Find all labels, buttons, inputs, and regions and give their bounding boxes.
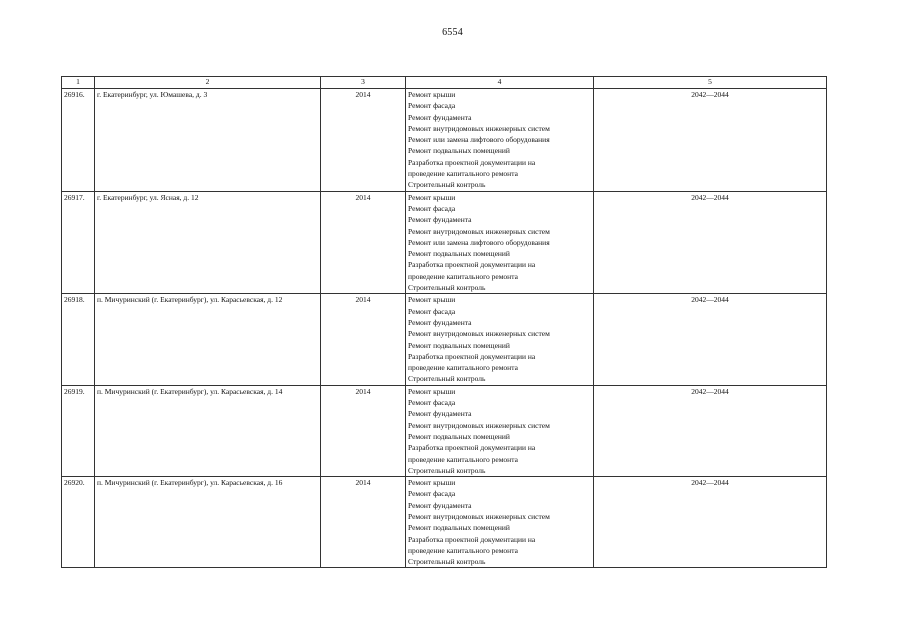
table-row [62,89,827,192]
address-cell [95,89,321,192]
work-item: Ремонт фасада [408,489,456,499]
work-item: Ремонт внутридомовых инженерных систем [408,511,550,521]
work-item: проведение капитального ремонта [408,454,518,464]
work-item: Ремонт крыши [408,478,456,488]
address-cell [95,385,321,476]
work-item: Ремонт крыши [408,192,456,202]
year-cell: 2014 [321,191,406,294]
work-item: Строительный контроль [408,374,486,384]
row-number-cell: 26919. [62,385,95,476]
work-item: Ремонт подвальных помещений [408,146,510,156]
address-text: п. Мичуринский (г. Екатеринбург), ул. Карасьевская, д. 16 [97,478,283,488]
work-item: Ремонт фасада [408,398,456,408]
row-number-cell: 26920. [62,477,95,568]
column-header-3: 3 [321,77,406,89]
column-header-2: 2 [95,77,321,89]
address-cell [95,294,321,385]
address-text: п. Мичуринский (г. Екатеринбург), ул. Карасьевская, д. 14 [97,386,283,396]
work-item: Ремонт внутридомовых инженерных систем [408,329,550,339]
work-item: Ремонт подвальных помещений [408,523,510,533]
work-item: Разработка проектной документации на [408,534,536,544]
work-item: Ремонт фундамента [408,112,472,122]
period-cell: 2042—2044 [594,89,827,192]
work-item: Ремонт крыши [408,295,456,305]
work-item: Разработка проектной документации на [408,443,536,453]
column-header-4: 4 [406,77,594,89]
work-item: Ремонт подвальных помещений [408,340,510,350]
work-item: Ремонт или замена лифтового оборудования [408,135,550,145]
column-header-5: 5 [594,77,827,89]
work-item: Ремонт фундамента [408,409,472,419]
work-item: проведение капитального ремонта [408,271,518,281]
period-cell: 2042—2044 [594,294,827,385]
work-item: Ремонт подвальных помещений [408,431,510,441]
work-item: проведение капитального ремонта [408,545,518,555]
row-number-cell: 26918. [62,294,95,385]
work-item: Ремонт фасада [408,101,456,111]
page-number: 6554 [442,27,463,38]
header-row [62,77,827,89]
work-item: проведение капитального ремонта [408,169,518,179]
period-cell: 2042—2044 [594,191,827,294]
column-header-1: 1 [62,77,95,89]
work-item: Ремонт или замена лифтового оборудования [408,237,550,247]
work-item: Ремонт крыши [408,386,456,396]
period-cell: 2042—2044 [594,385,827,476]
work-item: Ремонт фундамента [408,215,472,225]
table-row [62,294,827,385]
repair-schedule-table [61,76,827,568]
work-item: Ремонт крыши [408,90,456,99]
year-cell: 2014 [321,385,406,476]
work-item: Разработка проектной документации на [408,351,536,361]
row-number-cell: 26917. [62,191,95,294]
work-item: Ремонт внутридомовых инженерных систем [408,123,550,133]
works-cell [406,294,594,385]
table-row [62,477,827,568]
work-item: Ремонт внутридомовых инженерных систем [408,226,550,236]
work-item: Ремонт внутридомовых инженерных систем [408,420,550,430]
work-item: Разработка проектной документации на [408,157,536,167]
work-item: Строительный контроль [408,180,486,190]
work-item: Разработка проектной документации на [408,260,536,270]
period-cell: 2042—2044 [594,477,827,568]
works-cell [406,191,594,294]
work-item: Строительный контроль [408,465,486,475]
address-cell [95,191,321,294]
address-cell [95,477,321,568]
works-cell [406,89,594,192]
year-cell: 2014 [321,294,406,385]
works-cell [406,385,594,476]
work-item: Ремонт фасада [408,203,456,213]
table-row [62,191,827,294]
address-text: г. Екатеринбург, ул. Ясная, д. 12 [97,192,199,202]
table-header [62,77,827,89]
work-item: Ремонт подвальных помещений [408,249,510,259]
row-number-cell: 26916. [62,89,95,192]
work-item: Ремонт фундамента [408,317,472,327]
table-body [62,89,827,568]
address-text: г. Екатеринбург, ул. Юмашева, д. 3 [97,90,208,99]
work-item: Строительный контроль [408,557,486,567]
year-cell: 2014 [321,477,406,568]
year-cell: 2014 [321,89,406,192]
address-text: п. Мичуринский (г. Екатеринбург), ул. Карасьевская, д. 12 [97,295,283,305]
table-row [62,385,827,476]
work-item: проведение капитального ремонта [408,363,518,373]
works-cell [406,477,594,568]
work-item: Ремонт фундамента [408,500,472,510]
work-item: Строительный контроль [408,283,486,293]
work-item: Ремонт фасада [408,306,456,316]
